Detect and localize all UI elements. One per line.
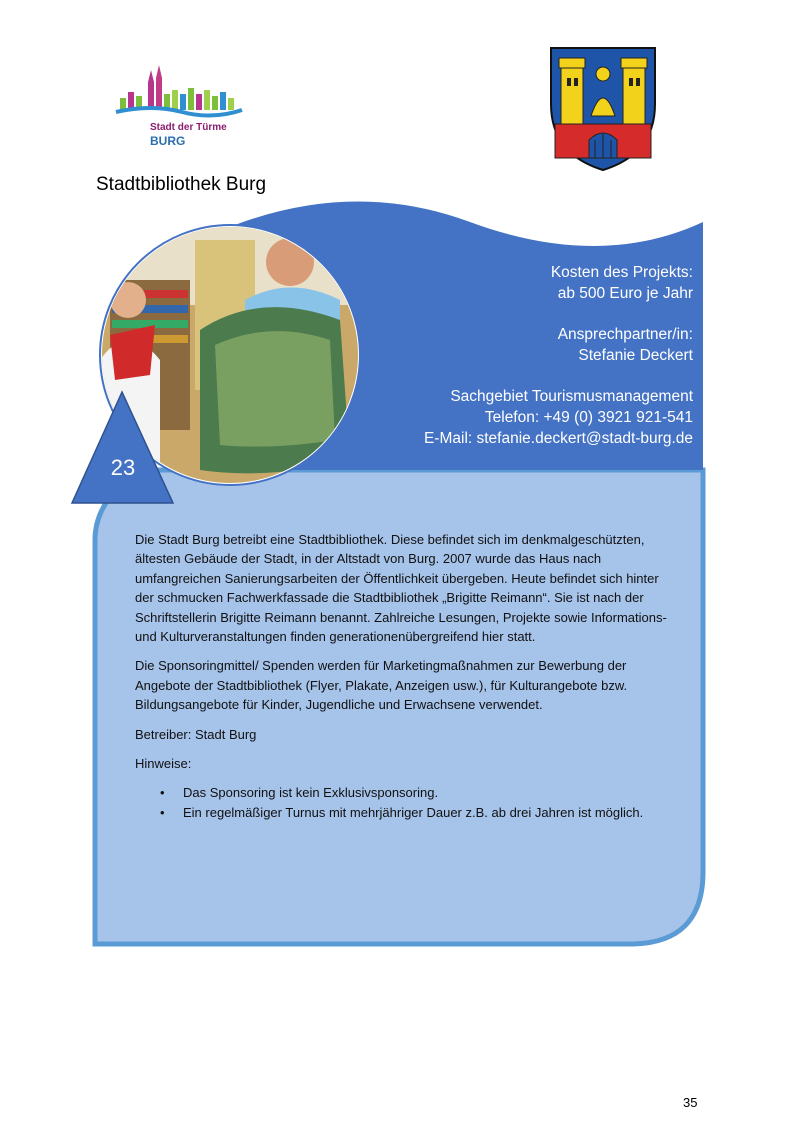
page-title: Stadtbibliothek Burg bbox=[96, 174, 267, 195]
department: Sachgebiet Tourismusmanagement bbox=[450, 388, 693, 405]
operator: Betreiber: Stadt Burg bbox=[135, 726, 257, 742]
notes-list bbox=[135, 783, 675, 822]
project-info bbox=[313, 262, 693, 469]
email-link[interactable]: E-Mail: stefanie.deckert@stadt-burg.de bbox=[423, 430, 693, 447]
bullet-icon: • bbox=[160, 804, 165, 820]
contact-label: Ansprechpartner/in: bbox=[557, 326, 693, 343]
contact-name: Stefanie Deckert bbox=[578, 347, 693, 364]
paragraph-sponsoring: Die Sponsoringmittel/ Spenden werden für Marketingmaßnahmen zur Bewerbung der Angebote der Stadtbibliothek (Flyer, Plakate, Anzeigen usw.), für Kulturangebote bzw. Bildungsangebote für Kinder, Jugendliche und Erwachsene verwendet. bbox=[135, 658, 628, 713]
project-number: 23 bbox=[110, 455, 136, 480]
description bbox=[135, 530, 675, 822]
page-number: 35 bbox=[683, 1095, 698, 1110]
logo-tagline: Stadt der Türme bbox=[150, 122, 227, 133]
list-item bbox=[135, 803, 675, 822]
paragraph-intro: Die Stadt Burg betreibt eine Stadtbibliothek. Diese befindet sich im denkmalgeschützten, ältesten Gebäude der Stadt, in der Altstadt von Burg. 2007 wurde das Haus nach umfangreichen Sanierungsarbeiten der Öffentlichkeit übergeben. Heute befindet sich hinter der schmucken Fachwerkfassade die Stadtbibliothek „Brigitte Reimann“. Sie ist nach der Schriftstellerin Brigitte Reimann benannt. Zahlreiche Lesungen, Projekte sowie Informations- und Kulturveranstaltungen finden generationenübergreifend hier statt. bbox=[135, 532, 667, 645]
list-item-text: Das Sponsoring ist kein Exklusivsponsoring. bbox=[183, 785, 439, 801]
list-item-text: Ein regelmäßiger Turnus mit mehrjähriger Dauer z.B. ab drei Jahren ist möglich. bbox=[183, 804, 644, 820]
notes-label: Hinweise: bbox=[135, 756, 192, 772]
cost-value: ab 500 Euro je Jahr bbox=[557, 285, 693, 302]
list-item bbox=[135, 783, 675, 802]
phone: Telefon: +49 (0) 3921 921-541 bbox=[484, 409, 693, 426]
logo-city-name: BURG bbox=[150, 134, 186, 148]
cost-label: Kosten des Projekts: bbox=[550, 264, 693, 281]
bullet-icon: • bbox=[160, 785, 165, 801]
